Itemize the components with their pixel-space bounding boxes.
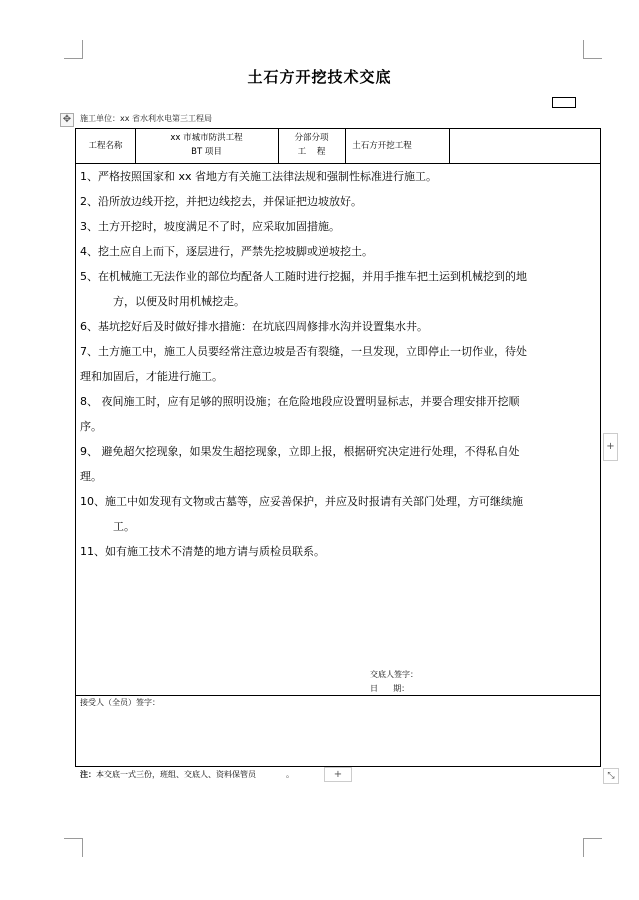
list-item: 9、 避免超欠挖现象，如果发生超挖现象，立即上报，根据研究决定进行处理，不得私自处: [80, 445, 520, 458]
list-item: 5、在机械施工无法作业的部位均配备人工随时进行挖掘，并用手推车把土运到机械挖到的地: [80, 270, 527, 283]
blank-box: [552, 97, 576, 108]
footnote: [80, 769, 294, 780]
disclosure-items: [80, 164, 602, 564]
list-item: 11、如有施工技术不清楚的地方请与质检员联系。: [80, 545, 325, 558]
list-item: 6、基坑挖好后及时做好排水措施：在坑底四周修排水沟并设置集水井。: [80, 320, 428, 333]
list-item-continuation: 理和加固后，才能进行施工。: [80, 370, 223, 383]
receiver-signature-label: 接受人（全员）签字：: [80, 698, 160, 707]
sub-item-value: 土石方开挖工程: [352, 141, 412, 151]
crop-mark-bottom-left: [64, 838, 83, 857]
crop-mark-top-left: [64, 40, 83, 59]
list-item-continuation: 序。: [80, 420, 102, 433]
table-divider: [76, 695, 600, 696]
list-item: 2、沿所放边线开挖，并把边线挖去，并保证把边坡放好。: [80, 195, 362, 208]
list-item: 8、 夜间施工时，应有足够的照明设施；在危险地段应设置明显标志，并要合理安排开挖顺: [80, 395, 520, 408]
list-item: 1、严格按照国家和 xx 省地方有关施工法律法规和强制性标准进行施工。: [80, 170, 438, 183]
plus-icon[interactable]: +: [324, 767, 352, 782]
project-name-value: xx 市城市防洪工程 BT 项目: [170, 133, 243, 157]
list-item: 7、土方施工中，施工人员要经常注意边坡是否有裂缝，一旦发现，立即停止一切作业，待处: [80, 345, 527, 358]
plus-icon[interactable]: +: [603, 433, 618, 461]
handover-signature-label: 交底人签字：: [370, 670, 418, 679]
table-divider: [449, 129, 450, 163]
sub-item-label: 分部分项 工 程: [294, 133, 329, 157]
list-item: 10、施工中如发现有文物或古墓等，应妥善保护，并应及时报请有关部门处理，方可继续施: [80, 495, 523, 508]
list-item: 4、挖土应自上而下，逐层进行，严禁先挖坡脚或逆坡挖土。: [80, 245, 373, 258]
move-arrows-icon[interactable]: ✥: [60, 113, 74, 127]
handover-date-label: 日 期：: [370, 684, 410, 693]
footnote-tail: 。: [286, 770, 294, 779]
project-name-label: 工程名称: [88, 141, 123, 151]
document-title: 土石方开挖技术交底: [247, 68, 392, 86]
footnote-text: 本交底一式三份，班组、交底人、资料保管员: [96, 770, 256, 779]
footnote-prefix: 注：: [80, 770, 96, 779]
construction-unit: 施工单位：xx 省水利水电第三工程局: [80, 114, 213, 123]
resize-icon[interactable]: ⤡: [603, 768, 619, 784]
crop-mark-bottom-right: [583, 838, 602, 857]
list-item-continuation: 理。: [80, 470, 102, 483]
list-item-continuation: 工。: [113, 520, 135, 533]
crop-mark-top-right: [583, 40, 602, 59]
list-item: 3、土方开挖时，坡度满足不了时，应采取加固措施。: [80, 220, 340, 233]
list-item-continuation: 方，以便及时用机械挖走。: [113, 295, 245, 308]
